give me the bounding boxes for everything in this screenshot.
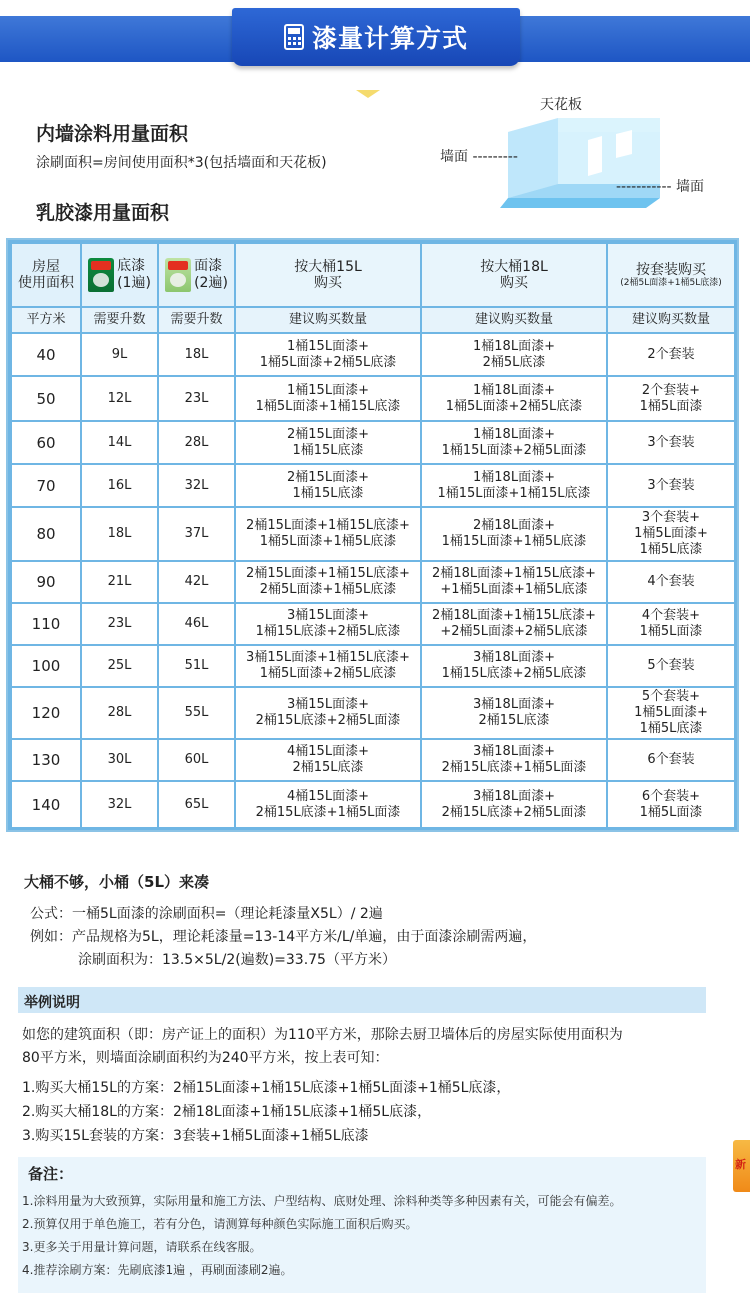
area-formula: 涂刷面积=房间使用面积*3(包括墙面和天花板): [36, 155, 327, 171]
note-item-4: 4.推荐涂刷方案：先刷底漆1遍 ，再刷面漆刷2遍。: [22, 1263, 293, 1277]
table-row: [12, 562, 734, 602]
label-wall-right: ----------- 墙面: [616, 179, 705, 195]
cell-bucket-15-line: 4桶15L面漆+: [287, 744, 369, 759]
cell-bucket-15-line: 1桶5L面漆+2桶5L底漆: [259, 666, 397, 681]
cell-bucket-18-line: 2桶18L面漆+: [473, 518, 555, 533]
cell-bucket-18: [422, 465, 606, 506]
cell-bucket-18-line: 3桶18L面漆+: [473, 788, 555, 804]
cell-set: [608, 688, 734, 738]
cell-set-line: 3个套装: [647, 434, 695, 450]
cell-bucket-15-line: 2桶15L底漆+1桶5L面漆: [255, 804, 401, 820]
cell-bucket-15-line: 1桶15L底漆: [292, 485, 364, 501]
header-b18-line2: 购买: [500, 275, 528, 291]
cell-bucket-18-line: 2桶15L底漆+2桶5L面漆: [441, 804, 587, 820]
cell-bucket-15: [236, 688, 420, 738]
cell-bucket-18: [422, 508, 606, 560]
cell-area: 110: [12, 604, 80, 644]
cell-base: 28L: [82, 688, 157, 738]
cell-set: [608, 562, 734, 602]
cell-set: [608, 646, 734, 686]
cell-set-line: 5个套装: [647, 658, 695, 673]
cell-bucket-15-line: 2桶15L底漆: [292, 760, 364, 775]
cell-base: 12L: [82, 377, 157, 420]
cell-bucket-15: [236, 334, 420, 375]
table-row: [12, 508, 734, 560]
table-row: [12, 688, 734, 738]
cell-set-line: 6个套装+: [641, 788, 701, 804]
cell-set-line: 4个套装: [647, 574, 695, 589]
table-row: [12, 334, 734, 375]
header-base-line1: 底漆: [117, 258, 146, 274]
cell-bucket-15-line: 2桶5L面漆+1桶5L底漆: [259, 582, 397, 597]
cell-base: 32L: [82, 782, 157, 827]
cell-bucket-15: [236, 377, 420, 420]
example-line-1: 如您的建筑面积（即：房产证上的面积）为110平方米，那除去厨卫墙体后的房屋实际使用面积为: [22, 1027, 623, 1043]
cell-bucket-15-line: 1桶15L面漆+: [287, 382, 369, 398]
calculator-icon: [284, 24, 304, 50]
cell-area: 140: [12, 782, 80, 827]
cell-top: 65L: [159, 782, 234, 827]
cell-bucket-18-line: 2桶15L底漆+1桶5L面漆: [441, 760, 587, 775]
cell-set-line: 4个套装+: [641, 608, 701, 623]
cell-bucket-18-line: 1桶18L面漆+: [473, 382, 555, 398]
cell-bucket-15-line: 1桶15L底漆+2桶5L底漆: [255, 624, 401, 639]
cell-base: 25L: [82, 646, 157, 686]
cell-base: 18L: [82, 508, 157, 560]
subheader-cell: 平方米: [12, 308, 80, 332]
cell-top: 37L: [159, 508, 234, 560]
cell-base: 30L: [82, 740, 157, 780]
cell-bucket-18: [422, 646, 606, 686]
subheader-cell: 建议购买数量: [422, 308, 606, 332]
cell-set: [608, 604, 734, 644]
header-set-note: (2桶5L面漆+1桶5L底漆): [620, 277, 722, 288]
header-set-line1: 按套装购买: [636, 261, 706, 278]
cell-bucket-18: [422, 422, 606, 463]
cell-bucket-15-line: 2桶15L面漆+: [287, 469, 369, 485]
new-badge-label: 新: [735, 1158, 746, 1171]
cell-bucket-15: [236, 508, 420, 560]
header-area: [12, 244, 80, 306]
subheader-cell: 建议购买数量: [608, 308, 734, 332]
cell-bucket-18-line: 1桶5L面漆+2桶5L底漆: [445, 398, 583, 414]
cell-bucket-15-line: 3桶15L面漆+: [287, 697, 369, 712]
cell-bucket-18-line: 1桶15L底漆+2桶5L底漆: [441, 666, 587, 681]
header-tab: [232, 8, 520, 66]
table-subheader-row: [12, 308, 734, 332]
table-row: [12, 604, 734, 644]
cell-bucket-18-line: 1桶15L面漆+1桶15L底漆: [437, 485, 591, 501]
cell-set-line: 6个套装: [647, 752, 695, 767]
small-bucket-example-1: 例如：产品规格为5L，理论耗漆量=13-14平方米/L/单遍，由于面漆涂刷需两遍，: [30, 929, 537, 945]
pointer-arrow-icon: [356, 90, 380, 98]
cell-top: 60L: [159, 740, 234, 780]
cell-bucket-15-line: 2桶15L底漆+2桶5L面漆: [255, 713, 401, 728]
cell-set: [608, 422, 734, 463]
cell-bucket-18: [422, 377, 606, 420]
cell-set-line: 2个套装: [647, 346, 695, 362]
top-coat-can-icon: [165, 258, 191, 292]
cell-top: 23L: [159, 377, 234, 420]
heading-latex-paint: 乳胶漆用量面积: [36, 202, 170, 224]
header-b15-line1: 按大桶15L: [294, 259, 362, 275]
cell-area: 50: [12, 377, 80, 420]
cell-bucket-18-line: 1桶18L面漆+: [473, 469, 555, 485]
cell-bucket-15: [236, 740, 420, 780]
cell-bucket-18: [422, 562, 606, 602]
subheader-cell: 建议购买数量: [236, 308, 420, 332]
example-plan-2: 2.购买大桶18L的方案：2桶18L面漆+1桶15L底漆+1桶5L底漆，: [22, 1104, 432, 1120]
cell-top: 18L: [159, 334, 234, 375]
header-top-line2: (2遍): [194, 275, 228, 291]
cell-bucket-15: [236, 604, 420, 644]
header-base-line2: (1遍): [117, 275, 151, 291]
cell-bucket-15-line: 1桶5L面漆+1桶5L底漆: [259, 534, 397, 549]
cell-bucket-15: [236, 465, 420, 506]
cell-base: 23L: [82, 604, 157, 644]
cell-set-line: 1桶5L面漆: [639, 398, 703, 414]
header-b15-line2: 购买: [314, 275, 342, 291]
cell-base: 21L: [82, 562, 157, 602]
cell-area: 100: [12, 646, 80, 686]
example-plan-1: 1.购买大桶15L的方案：2桶15L面漆+1桶15L底漆+1桶5L面漆+1桶5L底漆，: [22, 1080, 511, 1096]
table-row: [12, 465, 734, 506]
cell-area: 60: [12, 422, 80, 463]
cell-bucket-15: [236, 562, 420, 602]
small-bucket-formula: 公式：一桶5L面漆的涂刷面积=（理论耗漆量X5L）/ 2遍: [30, 906, 383, 922]
page-title: 漆量计算方式: [311, 24, 468, 53]
cell-set-line: 1桶5L底漆: [639, 721, 703, 736]
cell-bucket-15-line: 2桶15L面漆+1桶15L底漆+: [246, 518, 410, 533]
cell-bucket-18-line: +1桶5L面漆+1桶5L底漆: [440, 582, 588, 597]
cell-set-line: 3个套装+: [641, 510, 701, 525]
cell-bucket-18-line: 1桶18L面漆+: [473, 338, 555, 354]
header-area-line2: 使用面积: [18, 275, 74, 291]
example-plan-3: 3.购买15L套装的方案：3套装+1桶5L面漆+1桶5L底漆: [22, 1128, 369, 1144]
note-item-3: 3.更多关于用量计算问题，请联系在线客服。: [22, 1240, 262, 1254]
cell-bucket-18: [422, 334, 606, 375]
header-set: [608, 244, 734, 306]
table-row: [12, 782, 734, 827]
paint-quantity-table: [6, 238, 739, 832]
cell-area: 130: [12, 740, 80, 780]
cell-bucket-15-line: 3桶15L面漆+: [287, 608, 369, 623]
cell-bucket-18-line: 3桶18L面漆+: [473, 650, 555, 665]
small-bucket-example-2: 涂刷面积为：13.5×5L/2(遍数)=33.75（平方米）: [78, 952, 396, 968]
cell-bucket-18: [422, 740, 606, 780]
cell-bucket-15-line: 1桶5L面漆+2桶5L底漆: [259, 354, 397, 370]
cell-base: 9L: [82, 334, 157, 375]
cell-area: 80: [12, 508, 80, 560]
cell-set: [608, 782, 734, 827]
cell-bucket-15: [236, 422, 420, 463]
subheader-cell: 需要升数: [82, 308, 157, 332]
cell-bucket-15-line: 1桶15L底漆: [292, 442, 364, 458]
cell-base: 14L: [82, 422, 157, 463]
cell-set: [608, 465, 734, 506]
cell-bucket-15: [236, 646, 420, 686]
table-row: [12, 740, 734, 780]
cell-area: 70: [12, 465, 80, 506]
cell-area: 120: [12, 688, 80, 738]
cell-bucket-15-line: 2桶15L面漆+1桶15L底漆+: [246, 566, 410, 581]
cell-bucket-18-line: 2桶15L底漆: [478, 713, 550, 728]
cell-set-line: 1桶5L面漆+: [634, 705, 708, 720]
cell-bucket-18-line: 3桶18L面漆+: [473, 744, 555, 759]
cell-bucket-15: [236, 782, 420, 827]
cell-area: 90: [12, 562, 80, 602]
header-bucket-15: [236, 244, 420, 306]
label-ceiling: 天花板: [540, 97, 582, 113]
cell-set: [608, 377, 734, 420]
cell-bucket-15-line: 1桶15L面漆+: [287, 338, 369, 354]
table-row: [12, 422, 734, 463]
cell-set-line: 1桶5L底漆: [639, 542, 703, 557]
header-area-line1: 房屋: [32, 259, 60, 275]
cell-bucket-18-line: 1桶18L面漆+: [473, 426, 555, 442]
cell-bucket-15-line: 1桶5L面漆+1桶15L底漆: [255, 398, 401, 414]
cell-top: 28L: [159, 422, 234, 463]
cell-top: 51L: [159, 646, 234, 686]
notes-title: 备注：: [28, 1165, 74, 1183]
cell-bucket-18-line: 2桶5L底漆: [482, 354, 546, 370]
cell-bucket-18-line: 2桶18L面漆+1桶15L底漆+: [432, 608, 596, 623]
cell-bucket-18-line: 1桶15L面漆+1桶5L底漆: [441, 534, 587, 549]
cell-top: 42L: [159, 562, 234, 602]
cell-bucket-18-line: +2桶5L面漆+2桶5L底漆: [440, 624, 588, 639]
header-base-coat: [82, 244, 157, 306]
small-bucket-title: 大桶不够，小桶（5L）来凑: [24, 873, 209, 891]
cell-top: 55L: [159, 688, 234, 738]
table-row: [12, 646, 734, 686]
cell-set: [608, 334, 734, 375]
note-item-2: 2.预算仅用于单色施工，若有分色，请测算每种颜色实际施工面积后购买。: [22, 1217, 418, 1231]
example-title-bar: 举例说明: [18, 987, 706, 1013]
cell-bucket-18: [422, 782, 606, 827]
header-b18-line1: 按大桶18L: [480, 259, 548, 275]
header-top-coat: [159, 244, 234, 306]
header-bucket-18: [422, 244, 606, 306]
label-wall-left: 墙面 ---------: [440, 149, 518, 165]
note-item-1: 1.涂料用量为大致预算，实际用量和施工方法、户型结构、底财处理、涂料种类等多种因素有关，可能会有偏差。: [22, 1194, 622, 1208]
cell-bucket-15-line: 2桶15L面漆+: [287, 426, 369, 442]
cell-bucket-18: [422, 604, 606, 644]
cell-top: 46L: [159, 604, 234, 644]
cell-top: 32L: [159, 465, 234, 506]
cell-set-line: 1桶5L面漆: [639, 804, 703, 820]
cell-set-line: 2个套装+: [641, 382, 701, 398]
table-row: [12, 377, 734, 420]
heading-interior-wall: 内墙涂料用量面积: [36, 123, 189, 145]
cell-base: 16L: [82, 465, 157, 506]
cell-set-line: 1桶5L面漆+: [634, 526, 708, 541]
cell-set-line: 3个套装: [647, 477, 695, 493]
new-badge[interactable]: [733, 1140, 750, 1192]
table-header-row: [12, 244, 734, 306]
cell-bucket-18: [422, 688, 606, 738]
cell-bucket-18-line: 3桶18L面漆+: [473, 697, 555, 712]
cell-bucket-18-line: 1桶15L面漆+2桶5L面漆: [441, 442, 587, 458]
cell-set: [608, 508, 734, 560]
cell-set-line: 1桶5L面漆: [639, 624, 703, 639]
cell-bucket-15-line: 3桶15L面漆+1桶15L底漆+: [246, 650, 410, 665]
cell-bucket-15-line: 4桶15L面漆+: [287, 788, 369, 804]
example-line-2: 80平方米，则墙面涂刷面积约为240平方米，按上表可知：: [22, 1050, 389, 1066]
cell-set: [608, 740, 734, 780]
cell-area: 40: [12, 334, 80, 375]
cell-bucket-18-line: 2桶18L面漆+1桶15L底漆+: [432, 566, 596, 581]
room-diagram: [440, 92, 730, 217]
header-top-line1: 面漆: [194, 258, 223, 274]
cell-set-line: 5个套装+: [641, 689, 701, 704]
base-coat-can-icon: [88, 258, 114, 292]
subheader-cell: 需要升数: [159, 308, 234, 332]
